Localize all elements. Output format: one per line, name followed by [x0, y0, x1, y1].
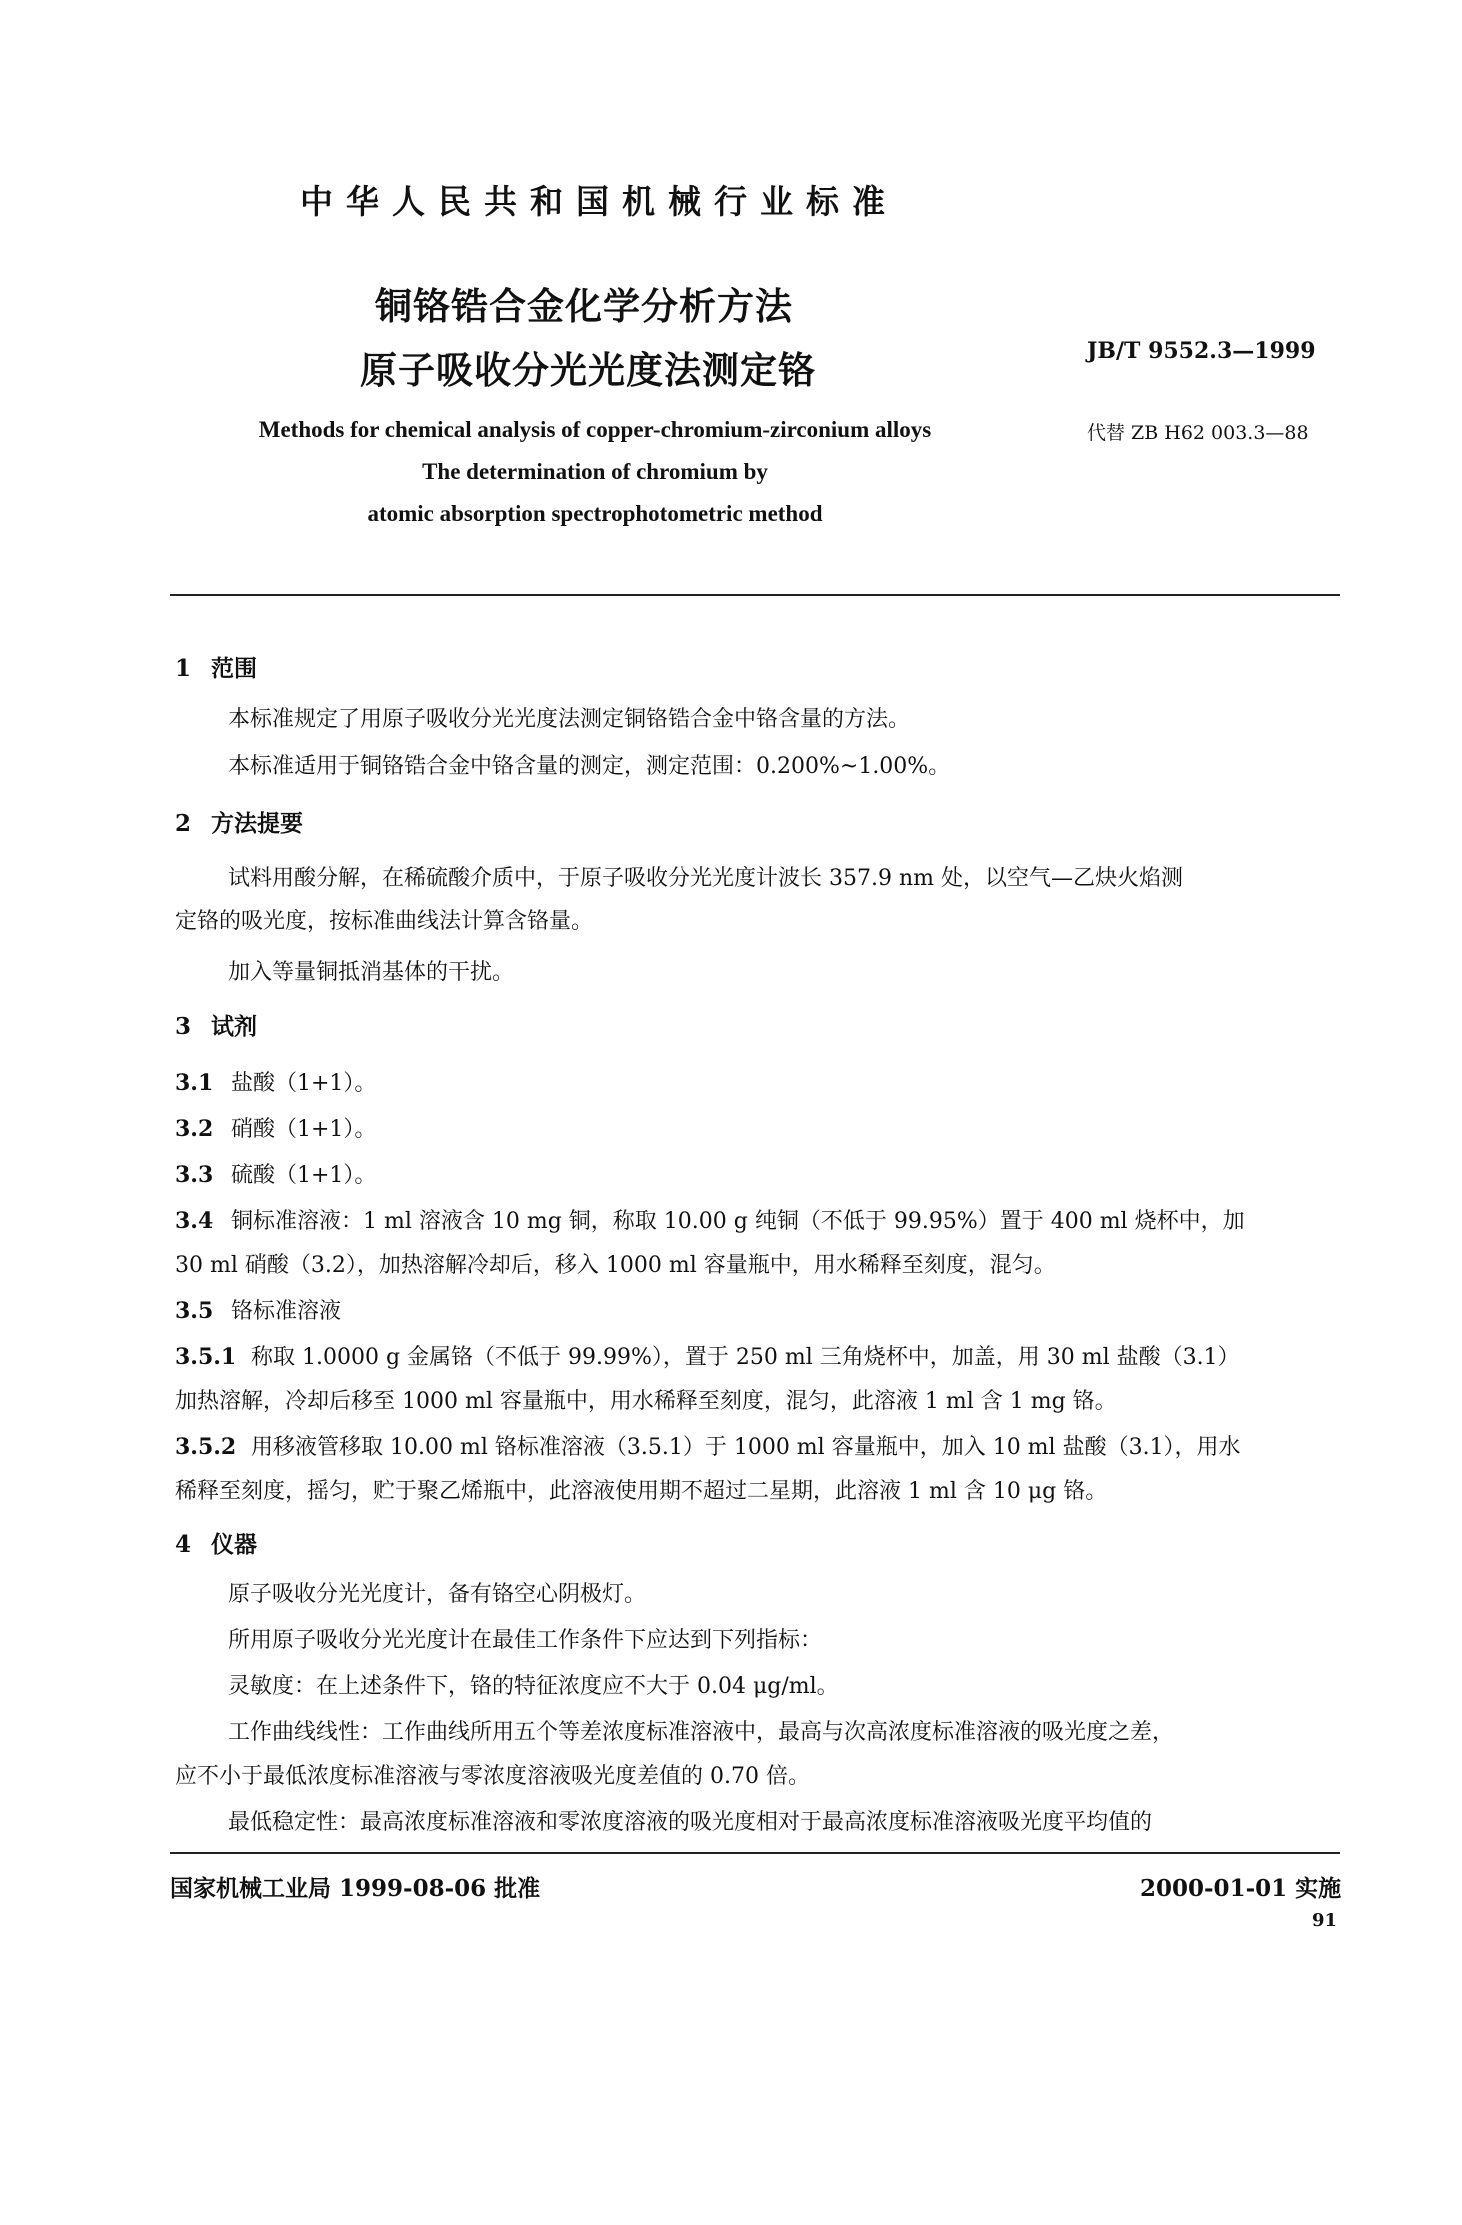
effective-date: 2000-01-01 实施 — [1140, 1875, 1342, 1902]
clause-3-3 — [175, 1158, 376, 1189]
clause-text: 硝酸（1+1）。 — [231, 1117, 377, 1142]
standard-number: JB/T 9552.3—1999 — [1087, 338, 1316, 364]
section-title: 方法提要 — [211, 810, 303, 837]
clause-3-5 — [175, 1294, 341, 1325]
title-en-line3: atomic absorption spectrophotometric method — [367, 501, 823, 526]
clause-text: 盐酸（1+1）。 — [231, 1071, 377, 1096]
title-zh-line2: 原子吸收分光光度法测定铬 — [360, 349, 816, 392]
paragraph: 本标准规定了用原子吸收分光光度法测定铜铬锆合金中铬含量的方法。 — [228, 707, 911, 732]
title-english — [200, 409, 990, 535]
clause-text: 铬标准溶液 — [231, 1299, 342, 1324]
clause-number: 3.2 — [175, 1116, 214, 1142]
approval-date: 国家机械工业局 1999-08-06 批准 — [170, 1875, 541, 1902]
paragraph: 灵敏度：在上述条件下，铬的特征浓度应不大于 0.04 μg/ml。 — [228, 1674, 839, 1699]
section-3-heading — [175, 1008, 257, 1041]
clause-text: 铜标准溶液：1 ml 溶液含 10 mg 铜，称取 10.00 g 纯铜（不低于 99.95%）置于 400 ml 烧杯中，加 — [231, 1209, 1245, 1234]
section-title: 范围 — [211, 655, 257, 682]
title-divider — [170, 594, 1340, 596]
clause-text: 硫酸（1+1）。 — [231, 1163, 377, 1188]
clause-number: 3.5.2 — [175, 1434, 237, 1460]
page-number: 91 — [1312, 1910, 1338, 1931]
title-en-line2: The determination of chromium by — [422, 459, 768, 484]
clause-number: 3.3 — [175, 1162, 214, 1188]
section-title: 仪器 — [211, 1531, 257, 1558]
clause-number: 3.4 — [175, 1208, 214, 1234]
paragraph: 最低稳定性：最高浓度标准溶液和零浓度溶液的吸光度相对于最高浓度标准溶液吸光度平均值的 — [228, 1810, 1153, 1835]
section-number: 4 — [175, 1531, 192, 1558]
section-1-heading — [175, 650, 257, 683]
clause-3-5-1 — [175, 1340, 1240, 1371]
paragraph: 试料用酸分解，在稀硫酸介质中，于原子吸收分光光度计波长 357.9 nm 处，以空气—乙炔火焰测 — [228, 866, 1183, 891]
title-zh-line1: 铜铬锆合金化学分析方法 — [375, 285, 793, 328]
replaces-standard: 代替 ZB H62 003.3—88 — [1087, 422, 1309, 444]
section-4-heading — [175, 1526, 257, 1559]
paragraph: 本标准适用于铜铬锆合金中铬含量的测定，测定范围：0.200%~1.00%。 — [228, 754, 951, 779]
section-number: 3 — [175, 1013, 192, 1040]
clause-3-4 — [175, 1204, 1245, 1235]
paragraph: 加入等量铜抵消基体的干扰。 — [228, 960, 515, 985]
clause-number: 3.5 — [175, 1298, 214, 1324]
paragraph: 所用原子吸收分光光度计在最佳工作条件下应达到下列指标： — [228, 1628, 823, 1653]
paragraph: 工作曲线线性：工作曲线所用五个等差浓度标准溶液中，最高与次高浓度标准溶液的吸光度之差， — [228, 1720, 1175, 1745]
footer-divider — [170, 1852, 1340, 1854]
title-en-line1: Methods for chemical analysis of copper-chromium-zirconium alloys — [258, 417, 932, 442]
clause-text: 用移液管移取 10.00 ml 铬标准溶液（3.5.1）于 1000 ml 容量瓶中，加入 10 ml 盐酸（3.1），用水 — [251, 1435, 1241, 1460]
clause-3-5-2 — [175, 1430, 1241, 1461]
standard-series-header: 中华人民共和国机械行业标准 — [300, 182, 898, 221]
section-title: 试剂 — [211, 1013, 257, 1040]
section-number: 1 — [175, 655, 192, 682]
clause-text-continued: 加热溶解，冷却后移至 1000 ml 容量瓶中，用水稀释至刻度，混匀，此溶液 1 ml 含 1 mg 铬。 — [175, 1389, 1117, 1414]
clause-text-continued: 30 ml 硝酸（3.2），加热溶解冷却后，移入 1000 ml 容量瓶中，用水稀释至刻度，混匀。 — [175, 1253, 1056, 1278]
clause-number: 3.1 — [175, 1070, 214, 1096]
paragraph: 应不小于最低浓度标准溶液与零浓度溶液吸光度差值的 0.70 倍。 — [175, 1764, 810, 1789]
section-2-heading — [175, 805, 303, 838]
clause-number: 3.5.1 — [175, 1344, 237, 1370]
section-number: 2 — [175, 810, 192, 837]
paragraph: 定铬的吸光度，按标准曲线法计算含铬量。 — [175, 909, 594, 934]
paragraph: 原子吸收分光光度计，备有铬空心阴极灯。 — [228, 1582, 647, 1607]
clause-3-1 — [175, 1066, 376, 1097]
clause-3-2 — [175, 1112, 376, 1143]
clause-text-continued: 稀释至刻度，摇匀，贮于聚乙烯瓶中，此溶液使用期不超过二星期，此溶液 1 ml 含 10 μg 铬。 — [175, 1479, 1108, 1504]
clause-text: 称取 1.0000 g 金属铬（不低于 99.99%），置于 250 ml 三角烧杯中，加盖，用 30 ml 盐酸（3.1） — [251, 1345, 1240, 1370]
